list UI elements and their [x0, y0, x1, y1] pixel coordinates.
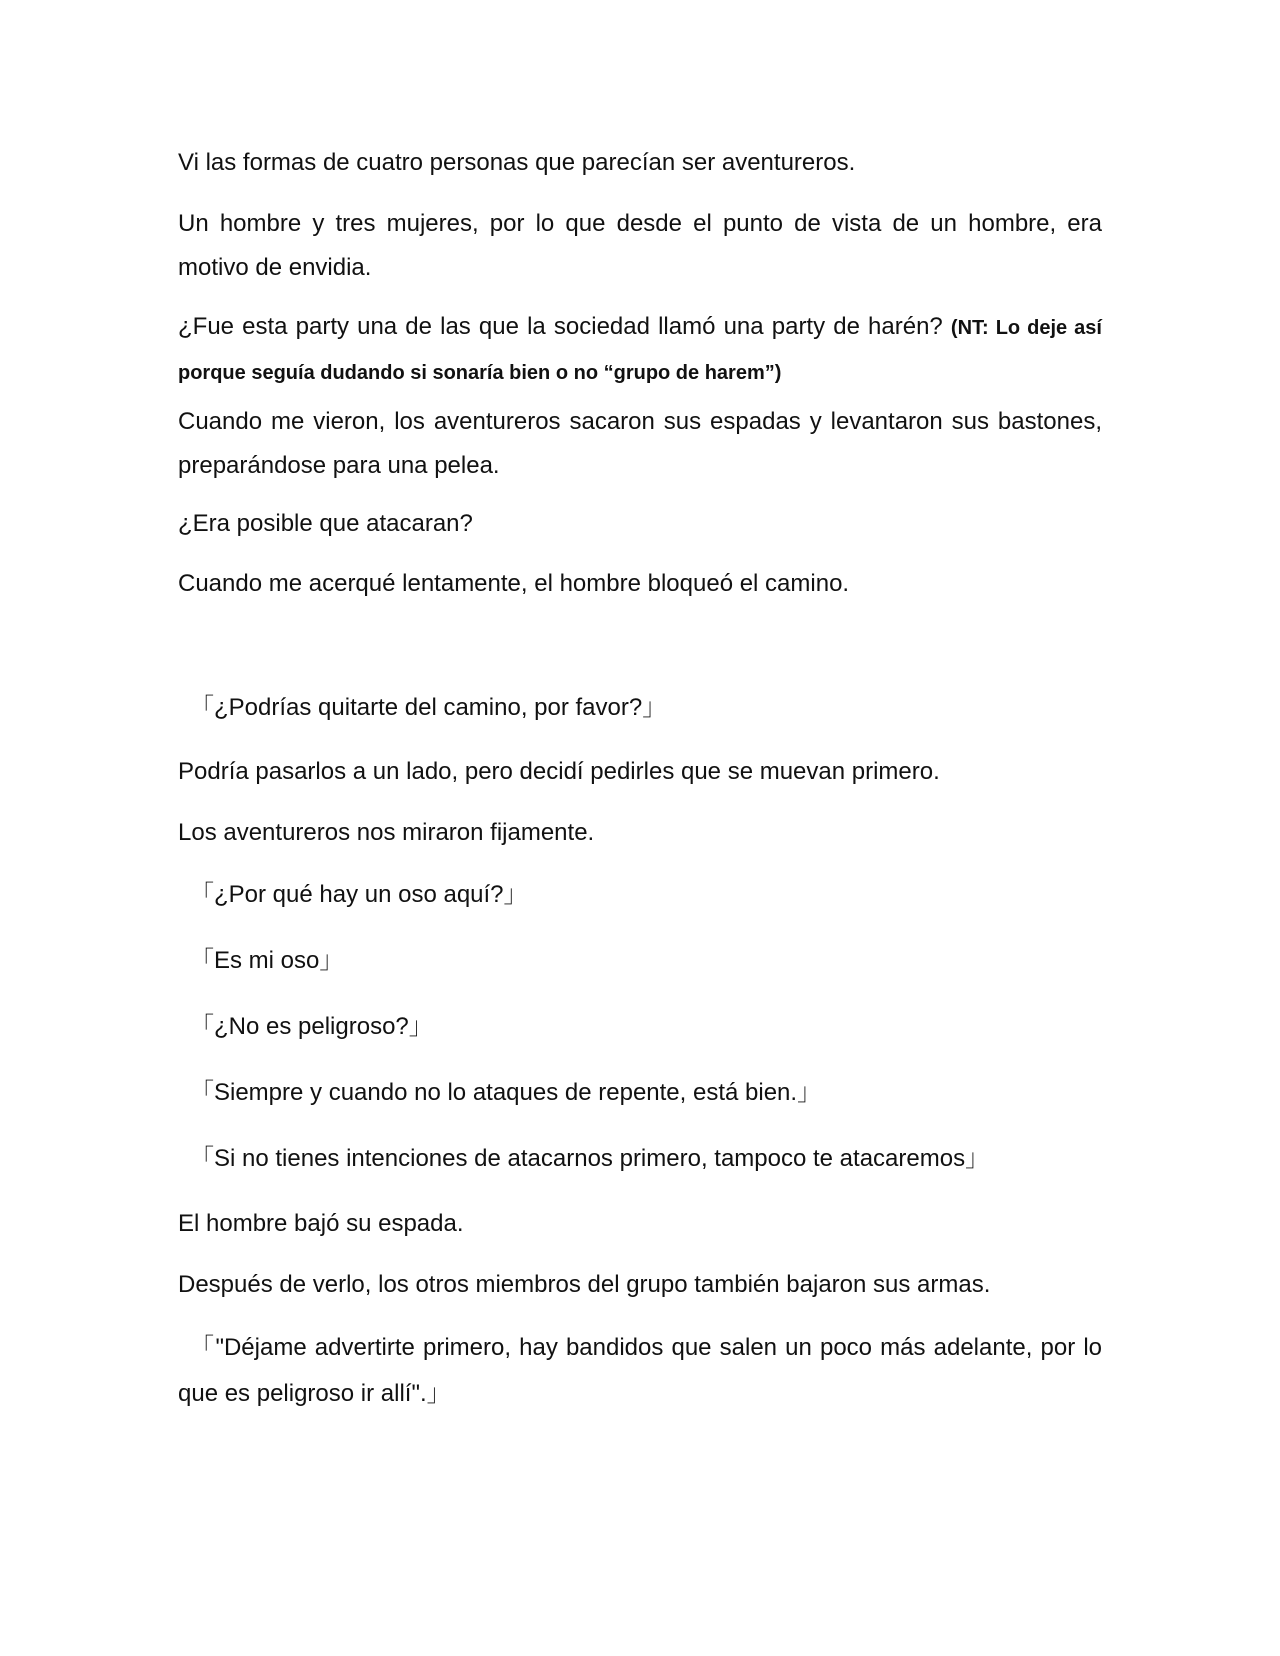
paragraph: Cuando me vieron, los aventureros sacaron sus espadas y levantaron sus bastones, preparándose para una pelea.: [178, 408, 1102, 479]
dialogue-line: 「Si no tienes intenciones de atacarnos primero, tampoco te atacaremos」: [190, 1145, 990, 1172]
paragraph: Cuando me acerqué lentamente, el hombre bloqueó el camino.: [178, 570, 850, 597]
dialogue-line: 「"Déjame advertirte primero, hay bandidos que salen un poco más adelante, por lo que es peligroso ir allí".」: [178, 1334, 1102, 1407]
dialogue-line: 「Es mi oso」: [190, 947, 344, 974]
paragraph: ¿Era posible que atacaran?: [178, 510, 473, 537]
paragraph: Después de verlo, los otros miembros del grupo también bajaron sus armas.: [178, 1271, 991, 1298]
paragraph: El hombre bajó su espada.: [178, 1210, 464, 1237]
dialogue-line: 「¿Podrías quitarte del camino, por favor?」: [190, 694, 667, 721]
paragraph: Un hombre y tres mujeres, por lo que desde el punto de vista de un hombre, era motivo de envidia.: [178, 210, 1102, 281]
translator-note: (NT: Lo deje así porque seguía dudando si sonaría bien o no “grupo de harem”): [178, 317, 1102, 384]
dialogue-line: 「¿Por qué hay un oso aquí?」: [190, 881, 528, 908]
paragraph-text: ¿Fue esta party una de las que la sociedad llamó una party de harén?: [178, 313, 943, 340]
paragraph: Podría pasarlos a un lado, pero decidí pedirles que se muevan primero.: [178, 758, 940, 785]
paragraph: Vi las formas de cuatro personas que parecían ser aventureros.: [178, 149, 856, 176]
paragraph: Los aventureros nos miraron fijamente.: [178, 819, 595, 846]
paragraph-with-note: [178, 305, 1102, 395]
dialogue-line: 「Siempre y cuando no lo ataques de repente, está bien.」: [190, 1079, 822, 1106]
dialogue-line: 「¿No es peligroso?」: [190, 1013, 433, 1040]
